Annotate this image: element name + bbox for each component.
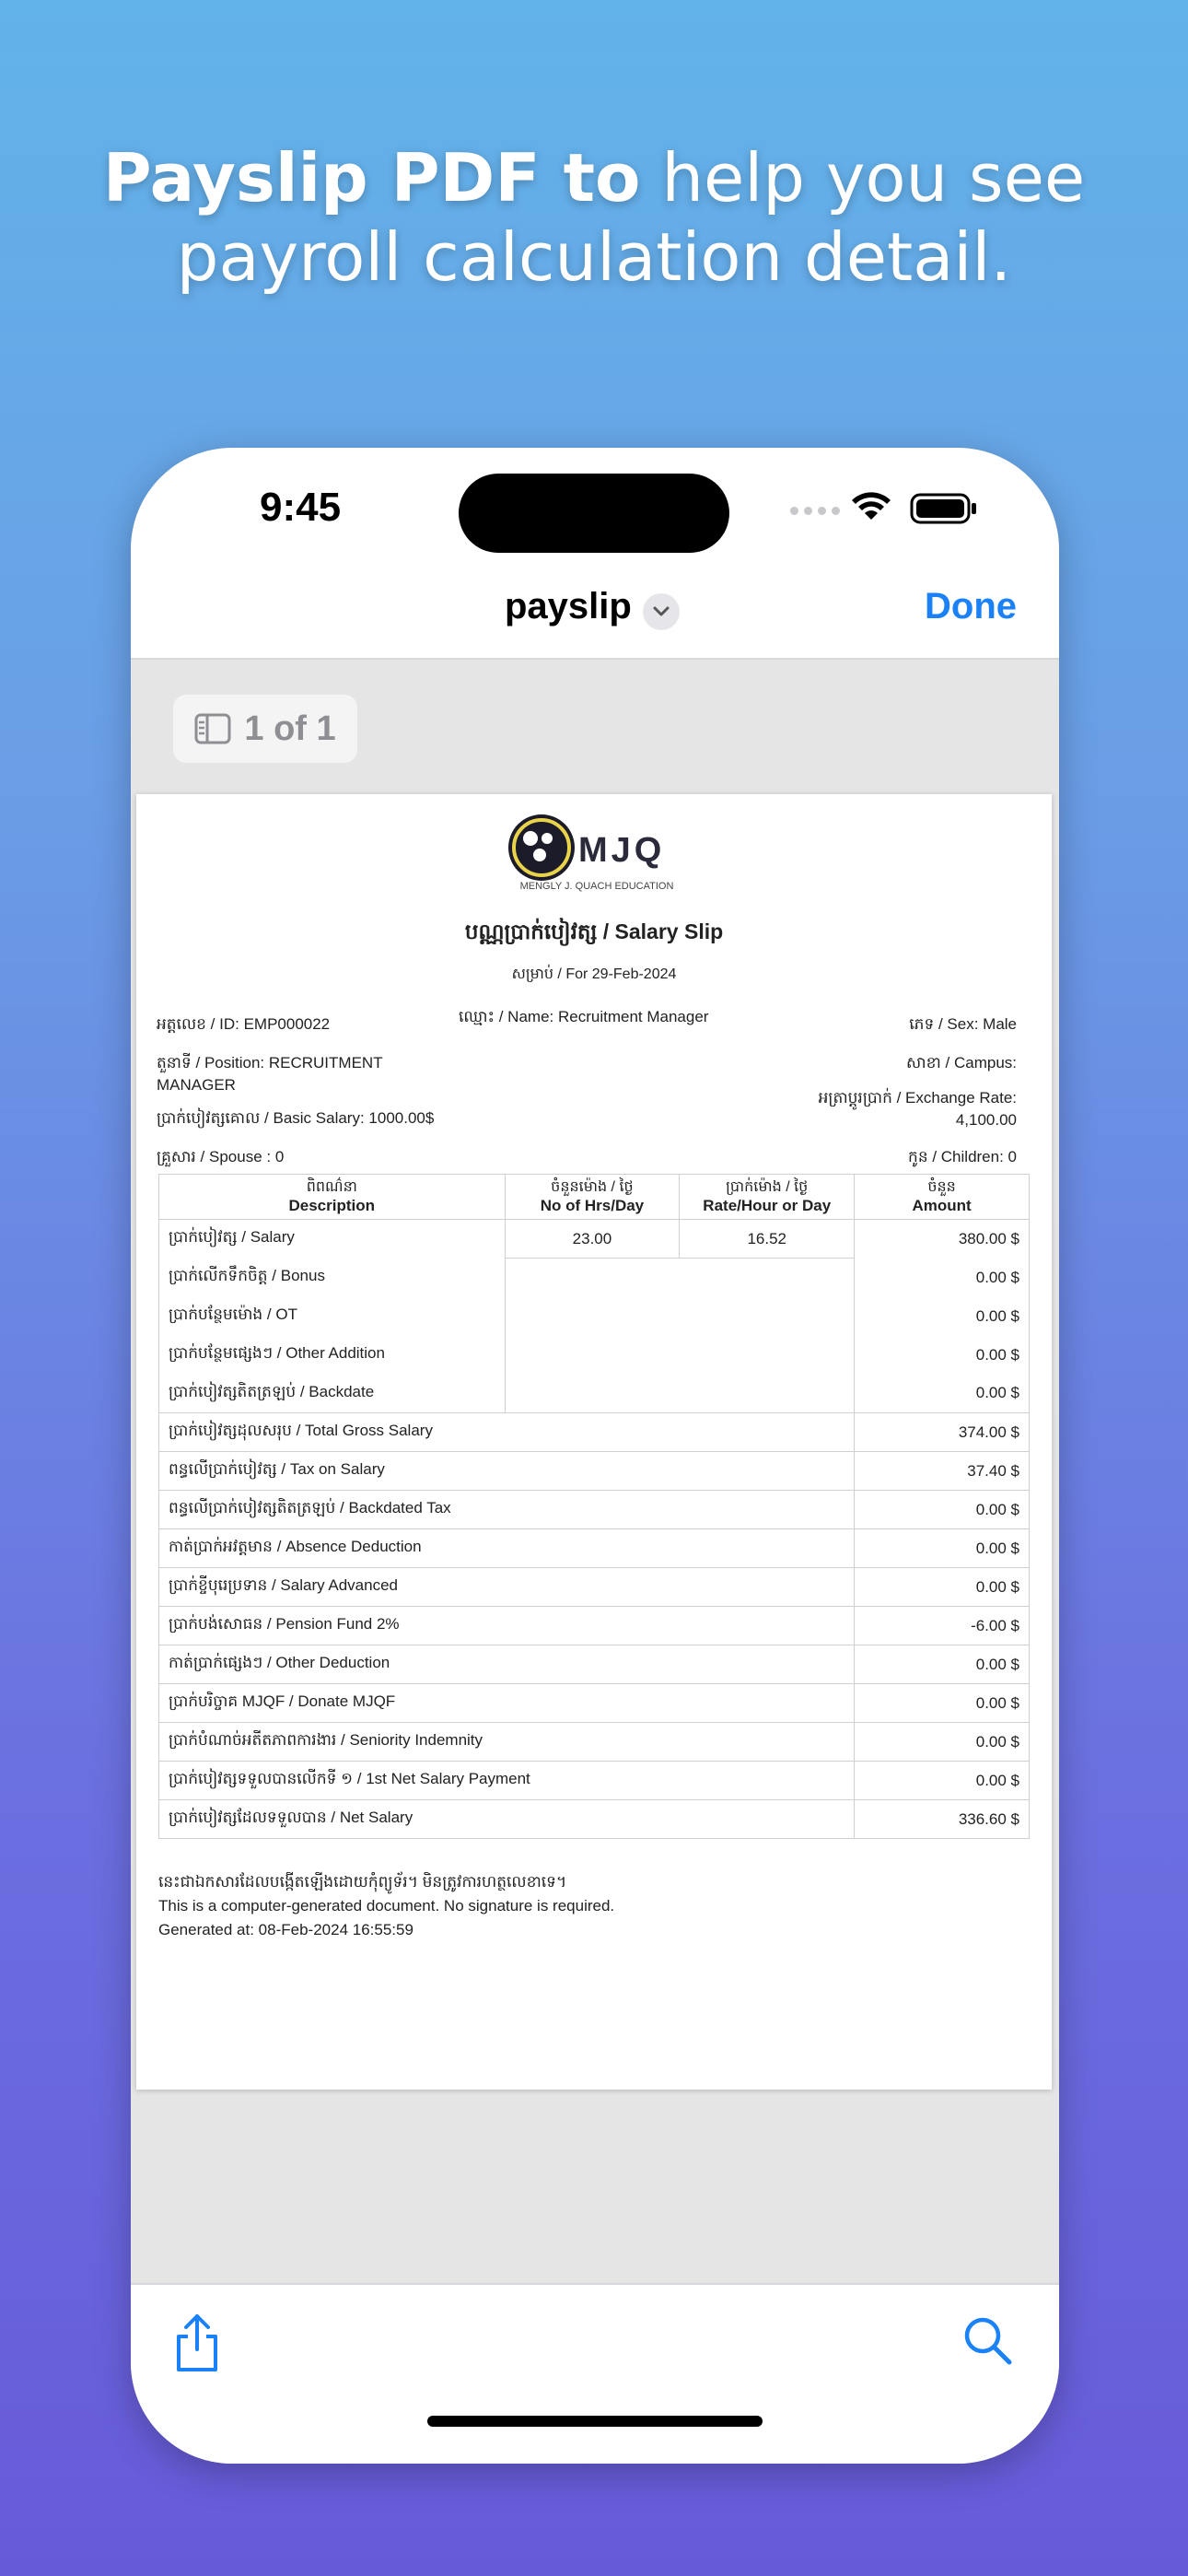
table-row [159,1413,1030,1452]
table-row [159,1452,1030,1491]
table-row [159,1607,1030,1645]
search-icon[interactable] [961,2314,1013,2366]
headline-bold: Payslip PDF to [102,139,641,217]
row-amount: 0.00 $ [855,1645,1030,1684]
row-description: ប្រាក់បន្ថែមផ្សេងៗ / Other Addition [159,1336,506,1375]
page-count: 1 of 1 [244,708,336,748]
table-row [159,1220,1030,1259]
row-amount: 37.40 $ [855,1452,1030,1491]
headline-rest: help you see [640,139,1086,217]
row-description: ប្រាក់បៀវត្សតិតត្រឡប់ / Backdate [159,1375,506,1413]
battery-icon [910,492,978,525]
empty-cell [505,1259,855,1413]
exchange-rate [819,1087,1017,1131]
row-amount: 0.00 $ [855,1529,1030,1568]
row-amount: 0.00 $ [855,1375,1030,1413]
row-description: ប្រាក់បង់សោធន / Pension Fund 2% [159,1607,855,1645]
footer-english: This is a computer-generated document. No signature is required. [158,1897,615,1914]
table-row [159,1645,1030,1684]
table-row [159,1723,1030,1762]
row-amount: 0.00 $ [855,1568,1030,1607]
navigation-bar [131,558,1059,660]
row-amount: 0.00 $ [855,1762,1030,1800]
row-amount: 0.00 $ [855,1297,1030,1336]
row-description: ប្រាក់បំណាច់អតីតភាពការងារ / Seniority Indemnity [159,1723,855,1762]
payslip-page [136,794,1052,2090]
row-description: កាត់ប្រាក់អវត្តមាន / Absence Deduction [159,1529,855,1568]
row-description: ប្រាក់បន្ថែមម៉ោង / OT [159,1297,506,1336]
employee-id: អត្តលេខ / ID: EMP000022 [157,1015,331,1033]
headline-line2: payroll calculation detail. [176,218,1012,296]
table-row [159,1259,1030,1297]
row-description: ពន្ធលើប្រាក់បៀវត្ស / Tax on Salary [159,1452,855,1491]
row-amount: 0.00 $ [855,1336,1030,1375]
payroll-table [158,1174,1030,1839]
wifi-icon [851,492,891,523]
employee-position [157,1052,383,1096]
header-rate: ប្រាក់ម៉ោង / ថ្ងៃ Rate/Hour or Day [680,1175,855,1220]
basic-salary: ប្រាក់បៀវត្សគោល / Basic Salary: 1000.00$ [157,1109,435,1127]
exchange-rate-label: អត្រាប្តូរប្រាក់ / Exchange Rate: [818,1089,1017,1107]
position-line1: តួនាទី / Position: RECRUITMENT [157,1054,383,1071]
row-description: ពន្ធលើប្រាក់បៀវត្សតិតត្រឡប់ / Backdated Tax [159,1491,855,1529]
row-amount: 0.00 $ [855,1259,1030,1297]
row-description: កាត់ប្រាក់ផ្សេងៗ / Other Deduction [159,1645,855,1684]
bottom-toolbar [131,2283,1059,2464]
table-row [159,1684,1030,1723]
row-amount: 0.00 $ [855,1684,1030,1723]
employee-name: ឈ្មោះ / Name: Recruitment Manager [459,1008,709,1025]
page-indicator[interactable] [173,695,357,763]
home-indicator[interactable] [427,2416,763,2427]
sidebar-icon [194,713,231,744]
spouse-count: គ្រួសារ / Spouse : 0 [157,1148,285,1165]
row-amount: 374.00 $ [855,1413,1030,1452]
position-line2: MANAGER [157,1076,236,1094]
title-menu-button[interactable] [643,593,680,630]
generated-timestamp: Generated at: 08-Feb-2024 16:55:59 [158,1921,413,1938]
share-icon[interactable] [171,2313,223,2373]
payslip-footer [158,1870,614,1942]
mjq-logo-icon [505,811,578,884]
children-count: កូន / Children: 0 [908,1148,1017,1165]
table-row [159,1800,1030,1839]
row-amount: 380.00 $ [855,1220,1030,1259]
table-row [159,1568,1030,1607]
employee-sex: ភេទ / Sex: Male [909,1015,1017,1033]
row-amount: 0.00 $ [855,1491,1030,1529]
row-description: ប្រាក់បរិច្ចាគ MJQF / Donate MJQF [159,1684,855,1723]
status-time: 9:45 [260,485,342,530]
pdf-viewer[interactable] [131,660,1059,2283]
exchange-rate-value: 4,100.00 [955,1111,1017,1129]
header-amount: ចំនួន Amount [855,1175,1030,1220]
row-description: ប្រាក់បៀវត្សដុលសរុប / Total Gross Salary [159,1413,855,1452]
footer-khmer: នេះជាឯកសារដែលបង្កើតឡើងដោយកុំព្យូទ័រ។ មិនត្រូវការហត្ថលេខាទេ។ [158,1873,567,1891]
row-rate: 16.52 [680,1220,855,1259]
table-row [159,1762,1030,1800]
table-row [159,1529,1030,1568]
slip-period: សម្រាប់ / For 29-Feb-2024 [511,966,677,982]
mjq-logo [505,811,689,903]
headline [0,138,1188,297]
chevron-down-icon [652,605,670,618]
phone-frame [131,448,1059,2464]
slip-title: បណ្ណប្រាក់បៀវត្ស / Salary Slip [464,919,724,943]
row-amount: 336.60 $ [855,1800,1030,1839]
row-hours: 23.00 [505,1220,680,1259]
row-description: ប្រាក់ខ្ចីបុរេប្រទាន / Salary Advanced [159,1568,855,1607]
row-description: ប្រាក់លើកទឹកចិត្ត / Bonus [159,1259,506,1297]
table-row [159,1491,1030,1529]
table-header-row [159,1175,1030,1220]
employee-campus: សាខា / Campus: [906,1054,1017,1071]
header-hours: ចំនួនម៉ោង / ថ្ងៃ No of Hrs/Day [505,1175,680,1220]
row-amount: 0.00 $ [855,1723,1030,1762]
row-description: ប្រាក់បៀវត្សដែលទទួលបាន / Net Salary [159,1800,855,1839]
row-amount: -6.00 $ [855,1607,1030,1645]
logo-subtitle: MENGLY J. QUACH EDUCATION [519,881,674,892]
row-description: ប្រាក់បៀវត្ស / Salary [159,1220,506,1259]
dynamic-island [459,474,729,553]
done-button[interactable]: Done [925,586,1017,626]
header-description: ពិពណ៌នា Description [159,1175,506,1220]
logo-text: MJQ [578,831,666,870]
document-title[interactable]: payslip [505,586,632,626]
signal-dots-icon [790,507,840,515]
row-description: ប្រាក់បៀវត្សទទួលបានលើកទី ១ / 1st Net Salary Payment [159,1762,855,1800]
